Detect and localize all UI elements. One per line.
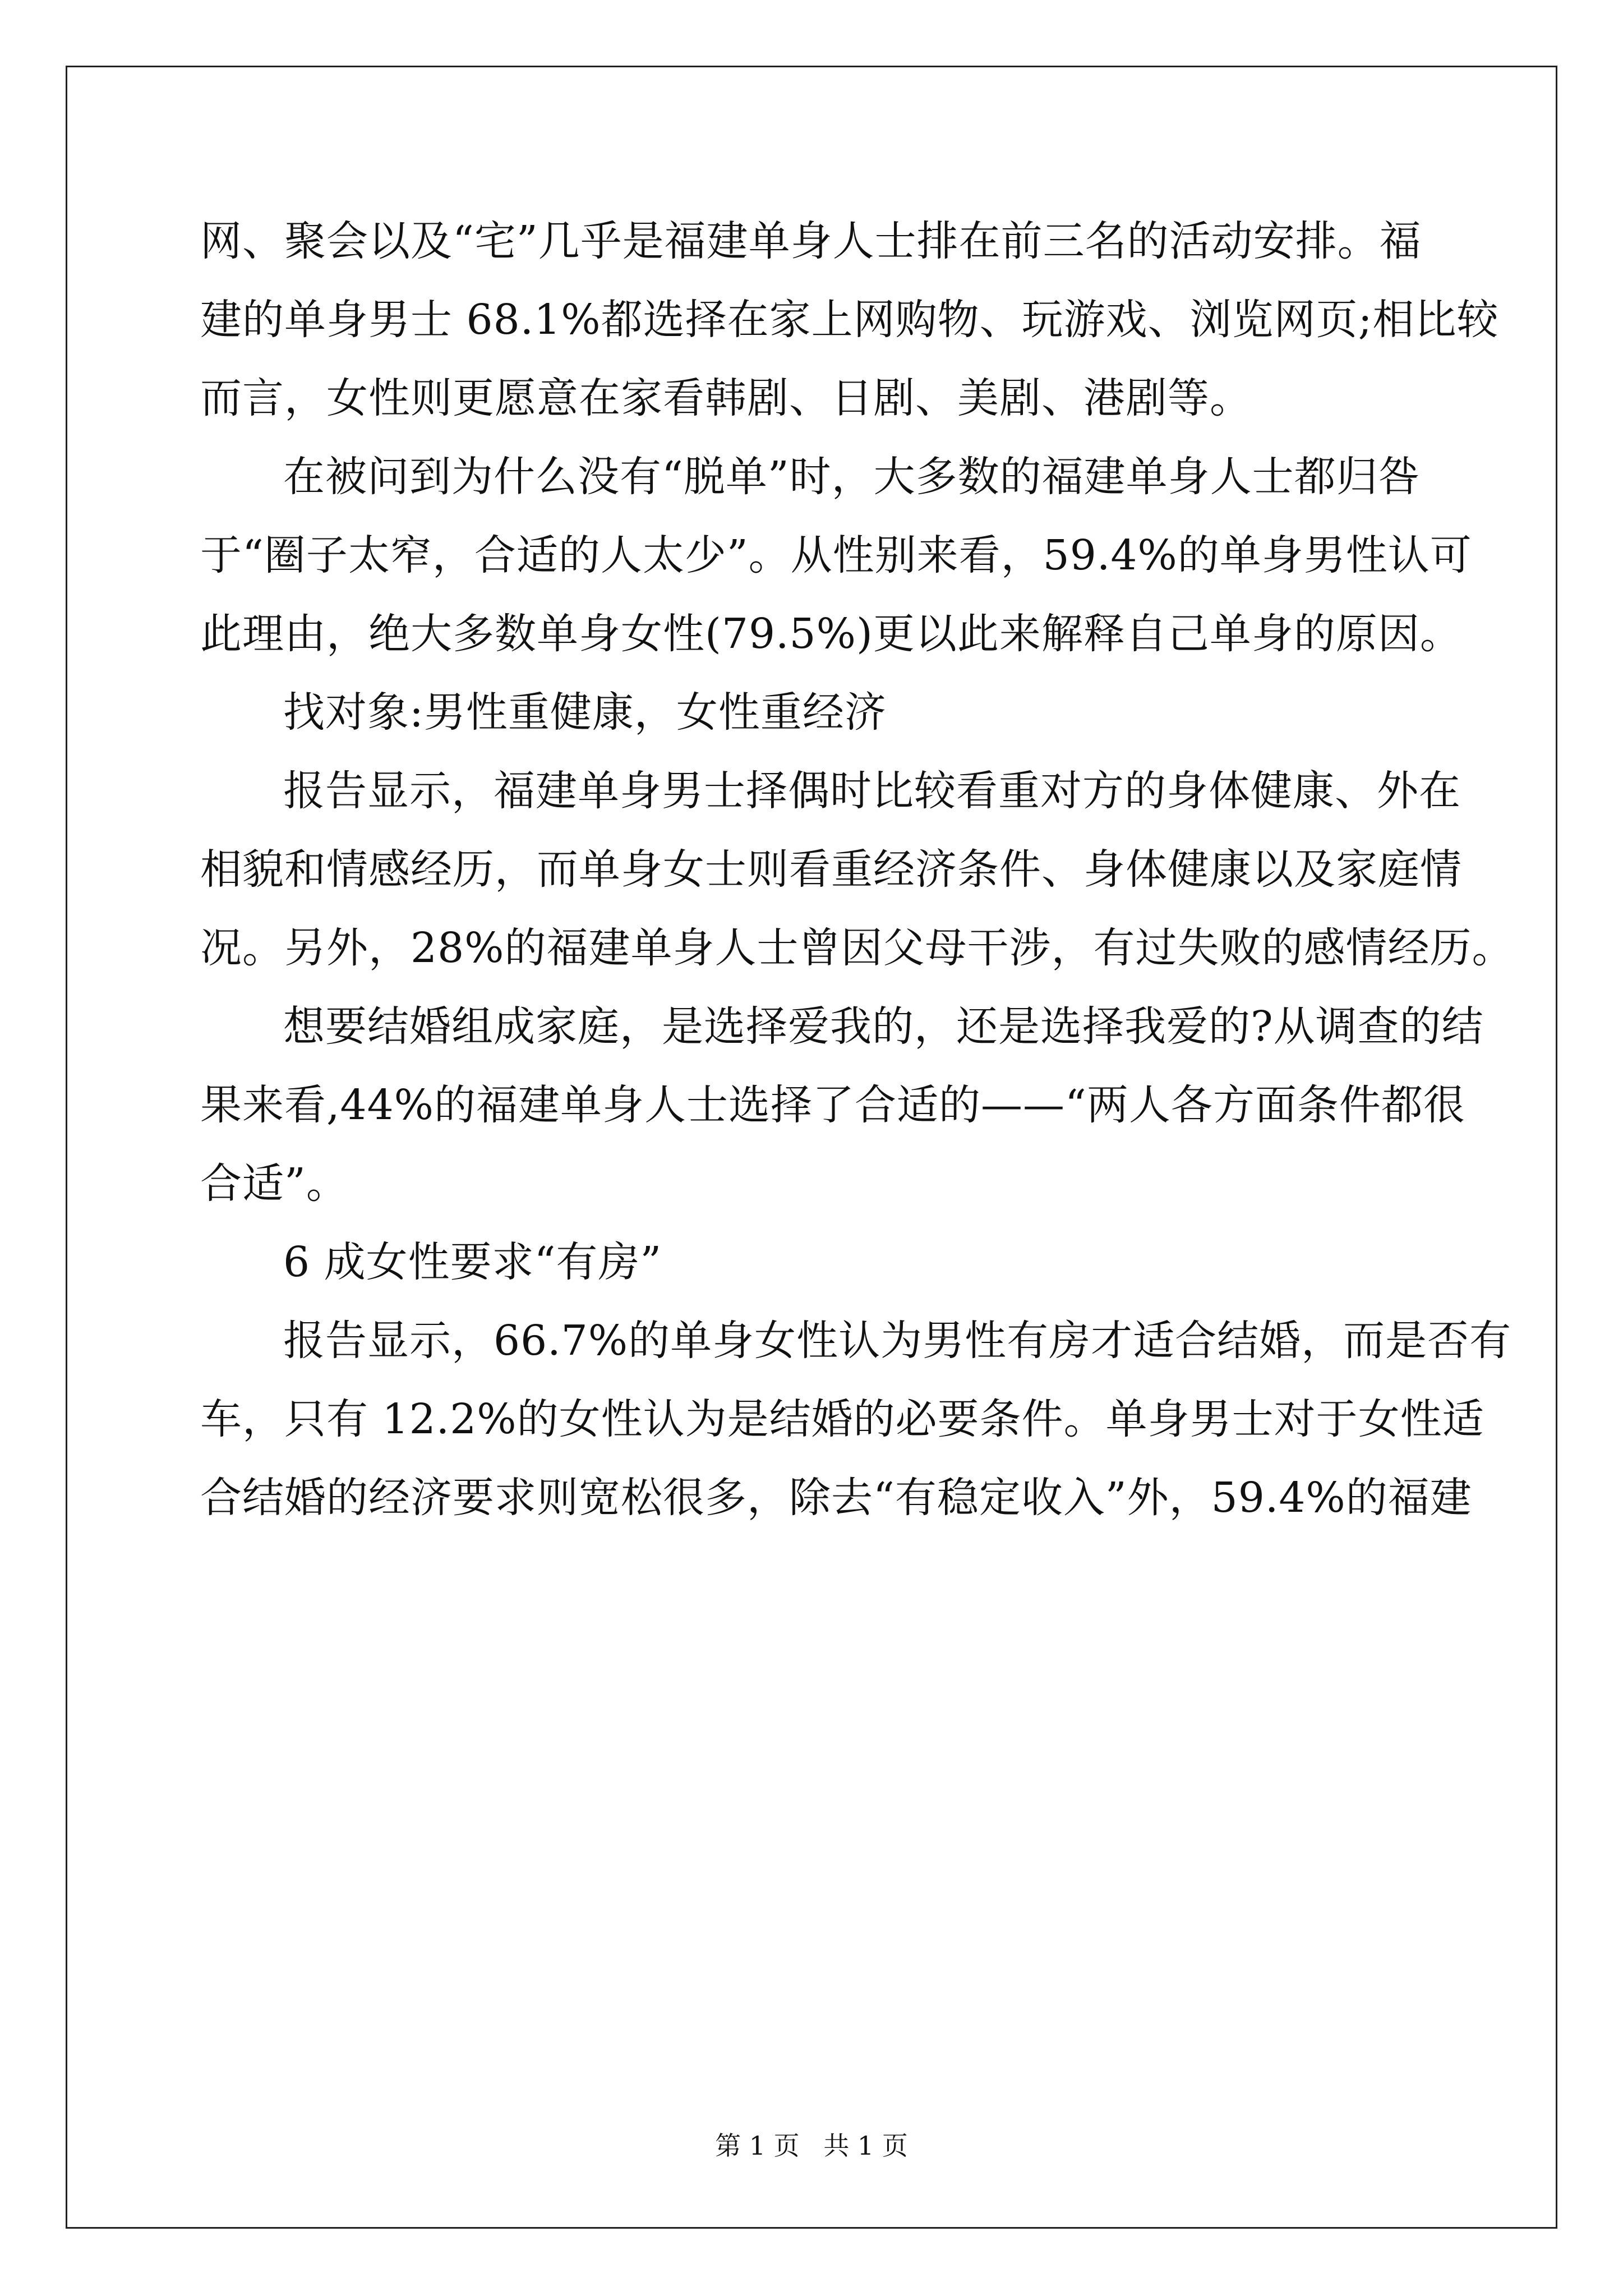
- text-line: 况。另外，28%的福建单身人士曾因父母干涉，有过失败的感情经历。: [200, 924, 1514, 972]
- page-number-total: 共 1 页: [823, 2131, 908, 2161]
- page-number-current: 第 1 页: [715, 2131, 800, 2161]
- text-line: 合适”。: [200, 1159, 348, 1208]
- section-heading: 6 成女性要求“有房”: [283, 1238, 662, 1286]
- text-line: 果来看,44%的福建单身人士选择了合适的——“两人各方面条件都很: [200, 1081, 1465, 1129]
- text-line: 此理由，绝大多数单身女性(79.5%)更以此来解释自己单身的原因。: [200, 610, 1462, 658]
- text-line: 建的单身男士 68.1%都选择在家上网购物、玩游戏、浏览网页;相比较: [200, 296, 1499, 344]
- text-line: 报告显示，66.7%的单身女性认为男性有房才适合结婚，而是否有: [283, 1317, 1512, 1365]
- section-heading: 找对象:男性重健康，女性重经济: [283, 688, 887, 737]
- text-line: 车，只有 12.2%的女性认为是结婚的必要条件。单身男士对于女性适: [200, 1395, 1484, 1443]
- text-line: 报告显示，福建单身男士择偶时比较看重对方的身体健康、外在: [283, 767, 1461, 815]
- text-line: 想要结婚组成家庭，是选择爱我的，还是选择我爱的?从调查的结: [283, 1002, 1484, 1051]
- text-line: 相貌和情感经历，而单身女士则看重经济条件、身体健康以及家庭情: [200, 845, 1462, 894]
- text-line: 在被问到为什么没有“脱单”时，大多数的福建单身人士都归咎: [283, 453, 1421, 501]
- text-line: 合结婚的经济要求则宽松很多，除去“有稳定收入”外，59.4%的福建: [200, 1474, 1472, 1522]
- page-footer: [0, 2129, 1623, 2162]
- text-line: 于“圈子太窄，合适的人太少”。从性别来看，59.4%的单身男性认可: [200, 531, 1472, 579]
- text-line: 网、聚会以及“宅”几乎是福建单身人士排在前三名的活动安排。福: [200, 217, 1422, 265]
- text-line: 而言，女性则更愿意在家看韩剧、日剧、美剧、港剧等。: [200, 374, 1252, 422]
